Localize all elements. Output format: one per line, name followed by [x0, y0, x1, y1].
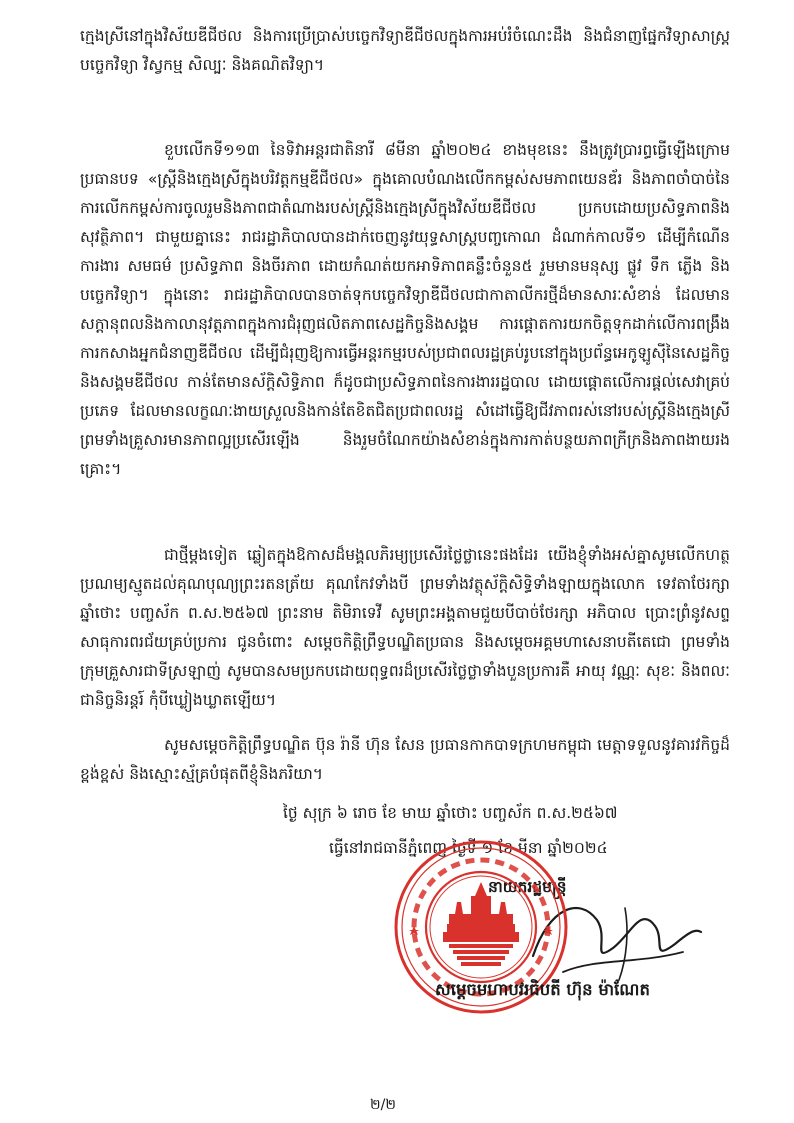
- paragraph-2: ខួបលើកទី១១៣ នៃទិវាអន្តរជាតិនារី ៨មីនា ឆ្នាំ២០២៤ ខាងមុខនេះ នឹងត្រូវប្រារព្ធធ្វើឡើងក្រោមប្រធានបទ «ស្ត្រីនិងក្មេងស្រីក្នុងបរិវត្តកម្មឌីជីថល» ក្នុងគោលបំណងលើកកម្ពស់សមភាពយេនឌ័រ និងភាពចាំបាច់នៃការលើកកម្ពស់ការចូលរួមនិងភាពជាតំណាងរបស់ស្ត្រីនិងក្មេងស្រីក្នុងវិស័យឌីជីថល ប្រកបដោយប្រសិទ្ធភាពនិងសុវត្ថិភាព។ ជាមួយគ្នានេះ រាជរដ្ឋាភិបាលបានដាក់ចេញនូវយុទ្ធសាស្ត្របញ្ចកោណ ដំណាក់កាលទី១ ដើម្បីកំណើនការងារ សមធម៌ ប្រសិទ្ធភាព និងចីរភាព ដោយកំណត់យកអាទិភាពគន្លឹះចំនួន៥ រួមមានមនុស្ស ផ្លូវ ទឹក ភ្លើង និងបច្ចេកវិទ្យា។ ក្នុងនោះ រាជរដ្ឋាភិបាលបានចាត់ទុកបច្ចេកវិទ្យាឌីជីថលជាកាតាលីករថ្មីដ៏មានសារៈសំខាន់ ដែលមានសក្តានុពលនិងកាលានុវត្តភាពក្នុងការជំរុញផលិតភាពសេដ្ឋកិច្ចនិងសង្គម ការផ្តោតការយកចិត្តទុកដាក់លើការពង្រឹងការកសាងអ្នកជំនាញឌីជីថល ដើម្បីជំរុញឱ្យការធ្វើអន្តរកម្មរបស់ប្រជាពលរដ្ឋគ្រប់រូបនៅក្នុងប្រព័ន្ធអេកូឡូស៊ីនៃសេដ្ឋកិច្ចនិងសង្គមឌីជីថល កាន់តែមានស័ក្តិសិទ្ធិភាព ក៏ដូចជាប្រសិទ្ធភាពនៃការងាររដ្ឋបាល ដោយផ្តោតលើការផ្តល់សេវាគ្រប់ប្រភេទ ដែលមានលក្ខណៈងាយស្រួលនិងកាន់តែខិតជិតប្រជាពលរដ្ឋ សំដៅធ្វើឱ្យជីវភាពរស់នៅរបស់ស្ត្រីនិងក្មេងស្រី ព្រមទាំងគ្រួសារមានភាពល្អប្រសើរឡើង និងរួមចំណែកយ៉ាងសំខាន់ក្នុងការកាត់បន្ថយភាពក្រីក្រនិងភាពងាយរងគ្រោះ។: [80, 141, 730, 478]
- paragraph-3: ជាថ្មីម្តងទៀត ឆ្លៀតក្នុងឱកាសដ៏មង្គលភិរម្យប្រសើរថ្លៃថ្លានេះផងដែរ យើងខ្ញុំទាំងអស់គ្នាសូមលើកហត្ថប្រណម្យស្មូតដល់គុណបុណ្យព្រះរតនត្រ័យ គុណកែវទាំងបី ព្រមទាំងវត្ថុស័ក្តិសិទ្ធិទាំងឡាយក្នុងលោក ទេវតាថែរក្សាឆ្នាំថោះ បញ្ចស័ក ព.ស.២៥៦៧ ព្រះនាម តិមិរាទេវី សូមព្រះអង្គតាមជួយបីបាច់ថែរក្សា អភិបាល ប្រោះព្រំនូវសព្ទសាធុការពរជ័យគ្រប់ប្រការ ជូនចំពោះ សម្តេចកិត្តិព្រឹទ្ធបណ្ឌិតប្រធាន និងសម្តេចអគ្គមហាសេនាបតីតេជោ ព្រមទាំងក្រុមគ្រួសារជាទីស្រឡាញ់ សូមបានសមប្រកបដោយពុទ្ធពរដ៏ប្រសើរថ្លៃថ្លាទាំងបួនប្រការគឺ អាយុ វណ្ណៈ សុខៈ និងពលៈ ជានិច្ចនិរន្តរ៍ កុំបីឃ្លៀងឃ្លាតឡើយ។: [80, 546, 730, 709]
- paragraph-4: សូមសម្តេចកិត្តិព្រឹទ្ធបណ្ឌិត ប៊ុន រ៉ានី ហ៊ុន សែន ប្រធានកាកបាទក្រហមកម្ពុជា មេត្តាទទួលនូវគារវកិច្ចដ៏ខ្ពង់ខ្ពស់ និងស្មោះស្ម័គ្របំផុតពីខ្ញុំនិងភរិយា។: [80, 736, 730, 783]
- paragraph-1: ក្មេងស្រីនៅក្នុងវិស័យឌីជីថល និងការប្រើប្រាស់បច្ចេកវិទ្យាឌីជីថលក្នុងការអប់រំចំណេះដឹង និងជំនាញផ្នែកវិទ្យាសាស្ត្រ បច្ចេកវិទ្យា វិស្វកម្ម សិល្បៈ និងគណិតវិទ្យា។: [80, 27, 730, 74]
- page-number: ២/២: [370, 1097, 396, 1113]
- signatory-name: សម្តេចមហាបវរធិបតី ហ៊ុន ម៉ាណែត: [435, 980, 650, 999]
- solar-date-place: ធ្វើនៅរាជធានីភ្នំពេញ ថ្ងៃទី ១ ខែ មីនា ឆ្នាំ២០២៤: [329, 839, 608, 857]
- signatory-office: នាយករដ្ឋមន្ត្រី: [488, 878, 567, 896]
- lunar-date: ថ្ងៃ សុក្រ ៦ រោច ខែ មាឃ ឆ្នាំថោះ បញ្ចស័ក ព.ស.២៥៦៧: [283, 804, 618, 822]
